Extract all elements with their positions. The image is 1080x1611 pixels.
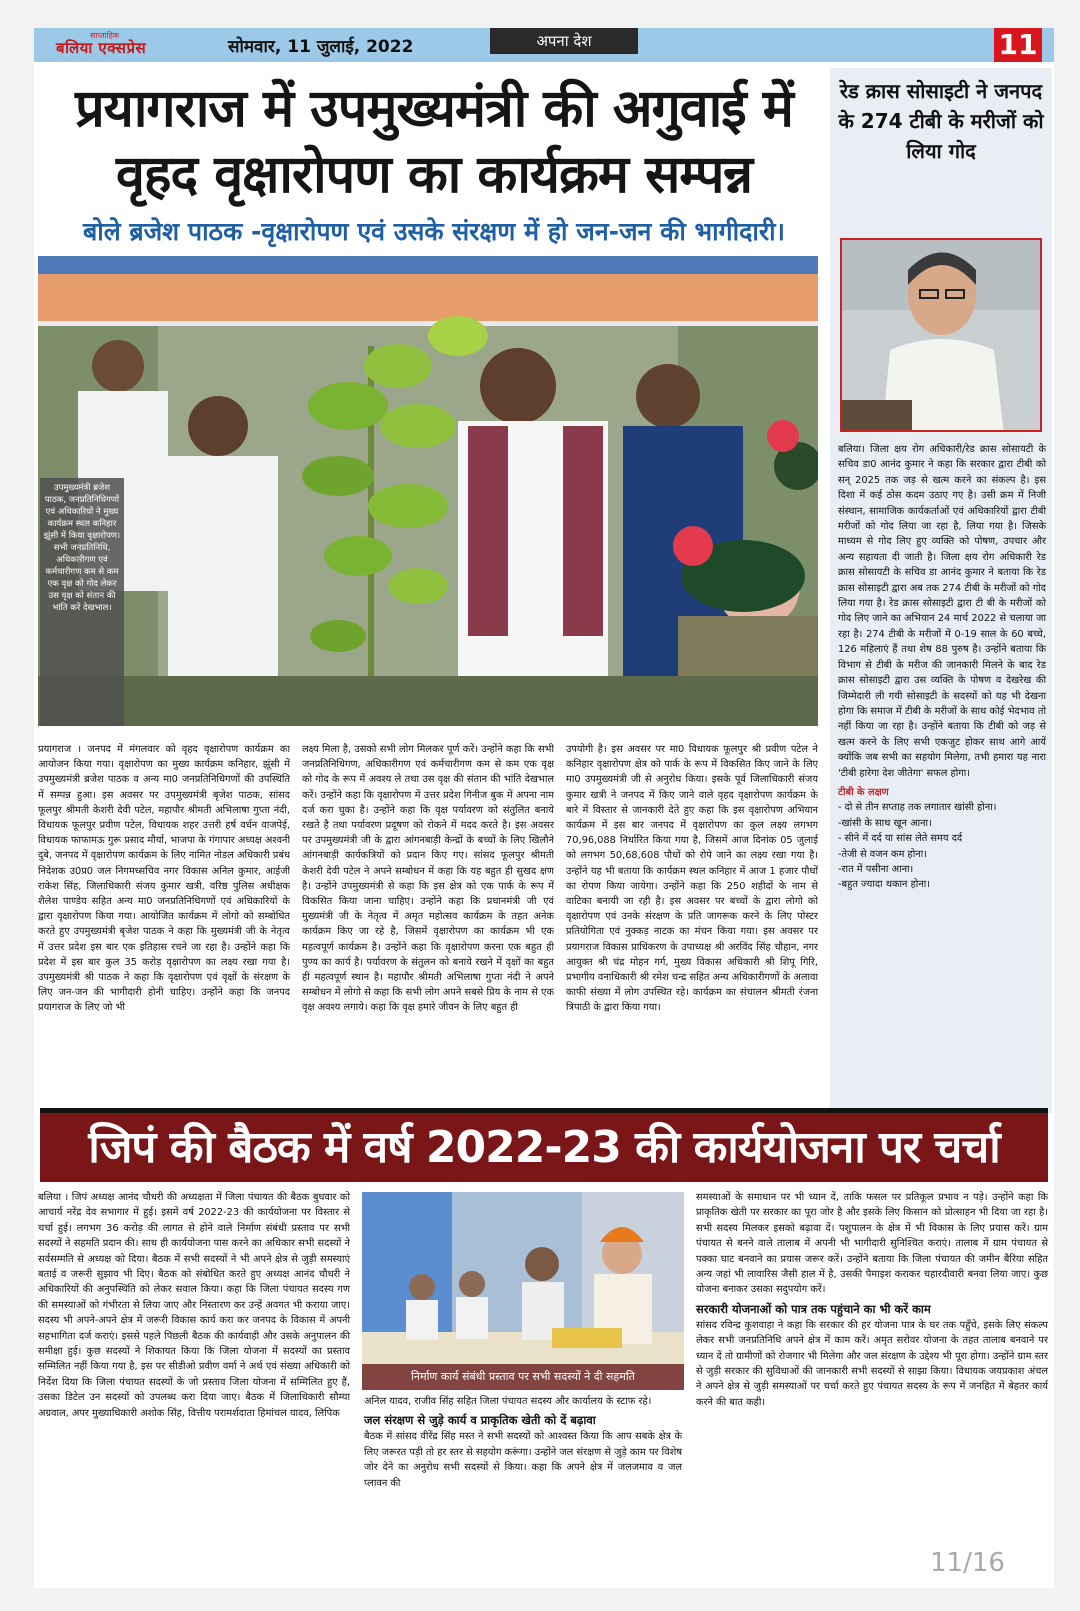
meeting-photo-illustration xyxy=(362,1192,684,1390)
water-conservation-subheading: जल संरक्षण से जुड़े कार्य व प्राकृतिक खेती को दें बढ़ावा xyxy=(364,1413,596,1428)
symptom-item: - दो से तीन सप्ताह तक लगातार खांसी होना। xyxy=(838,802,997,814)
sidebar-body xyxy=(838,442,1046,893)
col2-intro: अनिल यादव, राजीव सिंह सहित जिला पंचायत सदस्य और कार्यालय के स्टाफ रहे। xyxy=(364,1396,652,1407)
meeting-photo xyxy=(362,1192,684,1390)
col3-body-2: सांसद रविन्द्र कुशवाहा ने कहा कि सरकार की हर योजना पात्र के घर तक पहुँचे, इसके लिए संकल्प लेकर सभी जनप्रतिनिधि अपने क्षेत्र में काम करें। अमृत सरोवर योजना के तहत तालाब बनवाने पर ध्यान दें तो ग्रामीणों को रोजगार भी मिलेगा और जल संरक्षण के उद्देश्य भी पूरा होगा। उन्होंने ग्राम स्तर से जुड़ी सरकार की सुविधाओं की जानकारी सभी सदस्यों से साझा किया। विधायक जयप्रकाश अंचल ने अपने क्षेत्र से जुड़ी समस्याओं पर चर्चा करते हुए पंचायत सदस्य के रूप में जनहित में बेहतर कार्य करने की बात कही। xyxy=(696,1319,1048,1408)
page-counter: 11/16 xyxy=(930,1548,1005,1578)
sidebar-story xyxy=(830,68,1052,1113)
main-photo xyxy=(38,256,818,726)
second-article-column-1: बलिया । जिपं अध्यक्ष आनंद चौधरी की अध्यक्षता में जिला पंचायत की बैठक बुधवार को आचार्य नरेंद्र देव सभागार में हुई। इसमें वर्ष 2022-23 की कार्ययोजना पर विस्तार से चर्चा हुई। लगभग 36 करोड़ की लागत से होने वाले निर्माण संबंधी प्रस्ताव पर सभी सदस्यों ने सहमति प्रदान की। साथ ही कार्ययोजना पास करने का अधिकार सभी सदस्यों ने सर्वसम्मति से अध्यक्ष को दिया। बैठक में सभी सदस्यों ने भी अपने क्षेत्र से जुड़ी समस्याएं बताई व जरूरी सुझाव भी दिए। बैठक को संबोधित करते हुए अध्यक्ष आनंद चौधरी ने अधिकारियों की अनुपस्थिति को लेकर सवाल किया। कहा कि जिला पंचायत सदस्य गण की समस्याओं को गंभीरता से लिया जाए और निस्तारण कर उन्हें अवगत भी कराया जाए। सदस्य भी अपने-अपने क्षेत्र में जरूरी विकास कार्य करा कर जनपद के विकास में अपनी सहभागिता दर्ज कराएं। इससे पहले पिछली बैठक की कार्यवाही और उसके अनुपालन की समीक्षा हुई। कुछ सदस्यों ने शिकायत किया कि जिला योजना में सदस्यों का प्रस्ताव सम्मिलित नहीं किया गया है, इस पर सीडीओ प्रवीण वर्मा ने अर्थ एवं संख्या अधिकारी को निर्देश दिया कि जिला पंचायत सदस्यों के जो प्रस्ताव जिला योजना में सम्मिलित हुए हैं, उसका डिटेल उन सदस्यों को उपलब्ध करा दिया जाए। बैठक में जिलाधिकारी सौम्या अग्रवाल, अपर मुख्याधिकारी अशोक सिंह, वित्तीय परामर्शदाता हिमांचल यादव, लिपिक xyxy=(38,1192,350,1419)
newspaper-page xyxy=(34,28,1054,1588)
second-article-column-2 xyxy=(364,1394,682,1491)
symptom-item: - सीने में दर्द या सांस लेते समय दर्द xyxy=(838,833,963,845)
government-schemes-subheading: सरकारी योजनाओं को पात्र तक पहुंचाने का भी करें काम xyxy=(696,1301,931,1316)
sidebar-body-text: बलिया। जिला क्षय रोग अधिकारी/रेड क्रास सोसायटी के सचिव डा0 आनंद कुमार ने कहा कि सरकार द्वारा टीबी को सन् 2025 तक जड़ से खत्म करने का संकल्प है। इस दिशा में कई ठोस कदम उठाए गए है। उसी क्रम में निजी संस्थान, सामाजिक कार्यकर्ताओं एवं अधिकारियों द्वारा टीबी मरीजों को गोद लिया जा रहा है, लिया गया है। जिसके माध्यम से गोद लिए हुए व्यक्ति को पोषण, उपचार और अन्य सहायता दी जाती है। जिला क्षय रोग अधिकारी रेड क्रास सोसायटी के सचिव डा आनंद कुमार ने बताया कि रेड क्रास सोसाइटी द्वारा अब तक 274 टीबी के मरीजों को गोद लिया गया है। रेड क्रास सोसाइटी द्वारा टी बी के मरीजों को गोद लिए जाने का अभियान 24 मार्च 2022 से चलाया जा रहा है। 274 टीबी के मरीजों में 0-19 साल के 60 बच्चे, 126 महिलाएं हैं तथा शेष 88 पुरुष है। उन्होंने बताया कि विभाग से टीबी के मरीज की जानकारी मिलने के बाद रेड क्रास सोसाइटी द्वारा उस व्यक्ति के पोषण व देखरेख की जिम्मेदारी ली गयी सोसाइटी के सदस्यों को यह भी देखना होगा कि समाज में टीबी के मरीजों के साथ कोई भेदभाव तो नहीं किया जा रहा है। उन्होंने बताया कि टीबी को जड़ से खत्म करने के लिए सभी एकजुट होकर साथ आगे आयें क्योंकि जब सभी का सहयोग मिलेगा, तभी हमारा यह नारा 'टीबी हारेगा देश जीतेगा' सफल होगा। xyxy=(838,444,1046,779)
second-article-column-3 xyxy=(696,1190,1048,1410)
main-subheadline: बोले ब्रजेश पाठक -वृक्षारोपण एवं उसके संरक्षण में हो जन-जन की भागीदारी। xyxy=(82,217,786,246)
tree-planting-photo-illustration xyxy=(38,256,818,726)
logo-text: बलिया एक्सप्रेस xyxy=(56,39,147,57)
issue-date: सोमवार, 11 जुलाई, 2022 xyxy=(228,37,414,57)
second-headline-band xyxy=(40,1108,1048,1182)
portrait-illustration xyxy=(842,240,1042,432)
page-header xyxy=(34,28,1054,62)
symptoms-heading: टीबी के लक्षण xyxy=(838,786,889,798)
symptom-item: -खांसी के साथ खून आना। xyxy=(838,817,932,829)
main-article-column-2: लक्ष्य मिला है, उसको सभी लोग मिलकर पूर्ण करें। उन्होंने कहा कि सभी जनप्रतिनिधिगण, अधिकारीगण एवं कर्मचारीगण कम से कम एक वृक्ष को गोद के रूप में अवश्य ले तथा उस वृक्ष की संतान की भांति देखभाल करें। उन्होंने कहा कि वृक्षारोपण में उत्तर प्रदेश गिनीज बुक में अपना नाम दर्ज करा चुका है। उन्होंने कहा कि वृक्ष पर्यावरण को संतुलित बनाये रखते है तथा पर्यावरण प्रदूषण को रोकने में मदद करते है। इस अवसर पर उपमुख्यमंत्री जी के द्वारा आंगनबाड़ी केन्द्रों के बच्चों के लिए खिलौने आंगनबाड़ी कार्यकत्रियों को प्रदान किए गए। सांसद फूलपुर श्रीमती केशरी देवी पटेल ने अपने सम्बोधन में कहा कि यह बहुत ही सुखद क्षण है। उन्होंने उपमुख्यमंत्री से कहा कि इस क्षेत्र को एक पार्क के रूप में विकसित किया जाना चाहिए। उन्होंने कहा कि प्रधानमंत्री जी एवं मुख्यमंत्री जी के नेतृत्व में अमृत महोत्सव कार्यक्रम के तहत अनेक कार्यक्रम किए जा रहे है, जिसमें वृक्षारोपण का कार्यक्रम भी एक महत्वपूर्ण कार्यक्रम है। उन्होंने कहा कि वृक्षारोपण करना एक बहुत ही पुण्य का कार्य है। पर्यावरण के संतुलन को बनाये रखने में वृक्षों का बहुत ही महत्वपूर्ण स्थान है। महापौर श्रीमती अभिलाषा गुप्ता नंदी ने अपने सम्बोधन में लोगो से कहा कि सभी लोग अपने सबसे प्रिय के नाम से एक वृक्ष अवश्य लगाये। कहा कि वृक्ष हमारे जीवन के लिए बहुत ही xyxy=(302,744,554,1014)
main-article-column-3: उपयोगी है। इस अवसर पर मा0 विधायक फूलपुर श्री प्रवीण पटेल ने कनिहार वृक्षारोपण क्षेत्र को पार्क के रूप में विकसित किए जाने के लिए मा0 उपमुख्यमंत्री जी से अनुरोध किया। इसके पूर्व जिलाधिकारी संजय कुमार खत्री ने जनपद में किए जाने वाले वृहद वृक्षारोपण कार्यक्रम के बारे में विस्तार से जानकारी देते हुए कहा कि इस वृक्षारोपण अभियान कार्यक्रम में इस बार जनपद में वृक्षारोपण का कुल लक्ष्य लगभग 70,96,088 निर्धारित किया गया है, जिसमें आज दिनांक 05 जुलाई को लगभग 50,68,608 पौधों को रोपे जाने का लक्ष्य रखा गया है। उन्होंने यह भी बताया कि कार्यक्रम स्थल कनिहार में आज 1 हजार पौधों का रोपण किया जायेगा। उन्होंने कहा कि 250 शहीदों के नाम से वाटिका बनायी जा रही है। इस अवसर पर बच्चों के द्वारा लोगो को वृक्षारोपण एवं उनके संरक्षण के प्रति जागरूक करने के लिए पोस्टर प्रतियोगिता एवं नुक्कड़ नाटक का मंचन किया गया। इस अवसर पर प्रयागराज विकास प्राधिकरण के उपाध्यक्ष श्री अरविंद सिंह चौहान, नगर आयुक्त श्री चंद्र मोहन गर्ग, मुख्य विकास अधिकारी श्री शिपू गिरि, प्रभागीय वनाधिकारी श्री रमेश चन्द्र सहित अन्य अधिकारीगणों के अलावा काफी संख्या में लोग उपस्थित रहे। कार्यक्रम का संचालन श्रीमती रंजना त्रिपाठी के द्वारा किया गया। xyxy=(566,744,818,1014)
main-article-body xyxy=(38,742,818,1118)
sidebar-headline: रेड क्रास सोसाइटी ने जनपद के 274 टीबी के मरीजों को लिया गोद xyxy=(838,79,1044,163)
main-photo-caption: उपमुख्यमंत्री ब्रजेश पाठक, जनप्रतिनिधिगणों एवं अधिकारियों ने मुख्य कार्यक्रम स्थल कनिहार झूंसी में किया वृक्षारोपण। सभी जनप्रतिनिधि, अधिकारीगण एवं कर्मचारीगण कम से कम एक वृक्ष को गोद लेकर उस वृक्ष को संतान की भांति करें देखभाल। xyxy=(40,478,124,726)
sidebar-portrait-photo xyxy=(840,238,1042,432)
col3-body: समस्याओं के समाधान पर भी ध्यान दें, ताकि फसल पर प्रतिकूल प्रभाव न पड़े। उन्होंने कहा कि प्राकृतिक खेती पर सरकार का पूरा जोर है और इसके लिए किसान को प्रोत्साहन भी दिया जा रहा है। सभी सदस्य मिलकर इसको बढ़ावा दें। पशुपालन के क्षेत्र में भी विकास के लिए प्रयास करें। ग्राम पंचायत से बनने वाले तालाब में अपनी भी भागीदारी सुनिश्चित कराएं। तालाब में ग्राम पंचायत से पक्का घाट बनवाने का प्रयास जरूर करें। उन्होंने बताया कि जिला पंचायत की जमीन बैरिया सहित अन्य जहां भी लावारिस जैसी हाल में है, उसकी पैमाइश कराकर चहारदीवारी बनवा लिया जाए। कुछ योजना बनाकर उसका सदुपयोग करें। xyxy=(696,1192,1048,1296)
section-label: अपना देश xyxy=(490,28,638,54)
logo-small-text: साप्ताहिक xyxy=(90,31,120,40)
symptom-item: -तेजी से वजन कम होना। xyxy=(838,848,927,860)
masthead-logo xyxy=(56,32,216,60)
symptom-item: -बहुत ज्यादा थकान होना। xyxy=(838,879,931,891)
main-headline xyxy=(34,76,834,208)
symptom-item: -रात में पसीना आना। xyxy=(838,863,914,875)
second-headline: जिपं की बैठक में वर्ष 2022-23 की कार्ययोजना पर चर्चा xyxy=(88,1122,1000,1173)
page-number: 11 xyxy=(994,28,1042,62)
headline-line-2: वृहद वृक्षारोपण का कार्यक्रम सम्पन्न xyxy=(116,145,752,205)
meeting-photo-caption: निर्माण कार्य संबंधी प्रस्ताव पर सभी सदस्यों ने दी सहमति xyxy=(362,1364,684,1390)
col2-body: बैठक में सांसद वीरेंद्र सिंह मस्त ने सभी सदस्यों को आश्वस्त किया कि आप सबके क्षेत्र के लिए जरूरत पड़ी तो हर स्तर से सहयोग करूंगा। उन्होंने जल संरक्षण से जुड़े काम पर विशेष जोर देने का अनुरोध सभी सदस्यों से किया। कहा कि अपने क्षेत्र में जलजमाव व जल प्लावन की xyxy=(364,1431,682,1489)
main-article-column-1: प्रयागराज । जनपद में मंगलवार को वृहद वृक्षारोपण कार्यक्रम का आयोजन किया गया। वृक्षारोपण का मुख्य कार्यक्रम कनिहार, झूंसी में उपमुख्यमंत्री ब्रजेश पाठक व अन्य मा0 जनप्रतिनिधिगणों की उपस्थिति में सम्पन्न हुआ। इस अवसर पर उपमुख्यमंत्री बृजेश पाठक, सांसद फूलपुर श्रीमती केशरी देवी पटेल, महापौर श्रीमती अभिलाषा गुप्ता नंदी, विधायक फूलपुर प्रवीण पटेल, विधायक शहर उत्तरी हर्ष वर्धन वाजपेई, विधायक फाफामऊ गुरू प्रसाद मौर्या, भाजपा के गंगापार अध्यक्ष अश्वनी दुबे, जनपद में वृक्षारोपण कार्यक्रम के लिए नामित नोडल अधिकारी प्रबंध निदेशक उ0प्र0 जल निगमध्सचिव नगर विकास अनिल कुमार, आईजी राकेश सिंह, जिलाधिकारी संजय कुमार खत्री, वरिष्ठ पुलिस अधीक्षक शैलेश पाण्डेय सहित अन्य मा0 जनप्रतिनिधिगणों एवं अधिकारियों के द्वारा वृक्षारोपण किया गया। आयोजित कार्यक्रम में लोगो को सम्बोधित करते हुए उपमुख्यमंत्री बृजेश पाठक ने कहा कि मुख्यमंत्री जी के नेतृत्व में उत्तर प्रदेश इस बार एक इतिहास रचने जा रहा है। उन्होंने कहा कि प्रदेश में इस बार कुल 35 करोड़ वृक्षारोपण का लक्ष्य रखा गया है। उपमुख्यमंत्री श्री पाठक ने कहा कि वृक्षारोपण एवं वृक्षों के संरक्षण के लिए जन-जन की भागीदारी होनी चाहिए। उन्होंने कहा कि जनपद प्रयागराज के लिए जो भी xyxy=(38,744,290,1014)
headline-line-1: प्रयागराज में उपमुख्यमंत्री की अगुवाई में xyxy=(75,79,793,139)
